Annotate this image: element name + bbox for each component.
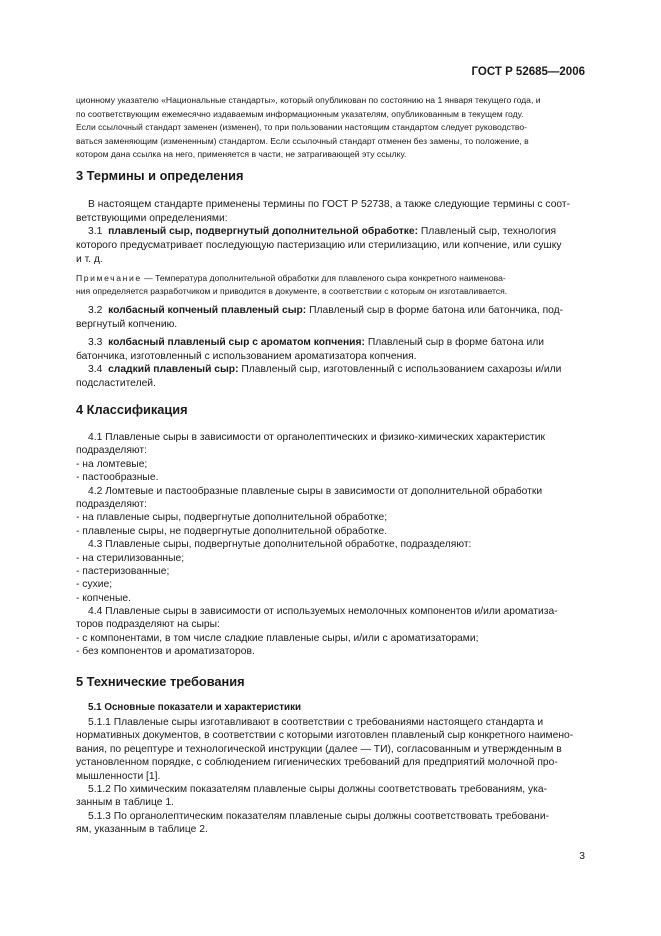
subsection-5-1-title: 5.1 Основные показатели и характеристики	[88, 702, 301, 713]
list-item: - плавленые сыры, не подвергнутые дополнительной обработке.	[76, 525, 388, 537]
paragraph-line: 4.2 Ломтевые и пастообразные плавленые сыры в зависимости от дополнительной обработки	[88, 485, 543, 497]
list-item: - пастеризованные;	[76, 565, 170, 577]
term-name: колбасный копченый плавленый сыр:	[108, 305, 307, 317]
term-3-2	[76, 304, 584, 318]
term-number: 3.1	[88, 226, 103, 238]
text: В настоящем стандарте применены термины по ГОСТ Р 52738, а также следующие термины с соот-	[88, 199, 571, 210]
paragraph-line: торов подразделяют на сыры:	[76, 619, 220, 631]
paragraph-line: 5.1.1 Плавленые сыры изготавливают в соответствии с требованиями настоящего стандарта и	[88, 717, 544, 728]
paragraph-line: 5.1.3 По органолептическим показателям плавленые сыры должны соответствовать требовани-	[88, 810, 549, 822]
note-label: Примечание	[76, 273, 142, 284]
paragraph-line: подразделяют:	[76, 498, 147, 510]
intro-line: по соответствующим ежемесячно издаваемым информационным указателям, опубликованным в текущем году.	[76, 108, 524, 119]
section-3-body	[76, 198, 584, 391]
paragraph-line: 4.4 Плавленые сыры в зависимости от используемых немолочных компонентов и/или ароматиза-	[88, 606, 558, 618]
list-item: - без компонентов и ароматизаторов.	[76, 646, 255, 658]
term-definition: Плавленый сыр в форме батона или батончика, под-	[306, 305, 564, 317]
list-item: - пастообразные.	[76, 472, 159, 484]
paragraph-line: подразделяют:	[76, 445, 147, 457]
paragraph-line: нормативных документов, в соответствии с которыми изготовлен плавленый сыр конкретного наимено-	[76, 730, 574, 742]
paragraph-line: которого предусматривает последующую пастеризацию или стерилизацию, или копчение, или сушку	[76, 240, 562, 252]
term-3-4	[76, 363, 584, 377]
term-definition: Плавленый сыр, изготовленный с использованием сахарозы и/или	[238, 364, 562, 376]
note-line: ния определяется разработчиком и приводится в документе, в соответствии с которым он изготавливается.	[76, 286, 508, 297]
paragraph-line: вания, по рецептуре и технологической инструкции (далее — ТИ), согласованным и утвержденным в	[76, 743, 562, 755]
list-item: - на стерилизованные;	[76, 552, 185, 564]
intro-line: ваться заменяющим (измененным) стандартом. Если ссылочный стандарт отменен без замены, то положение, в	[76, 135, 529, 146]
term-3-1	[76, 225, 584, 239]
paragraph-line: занным в таблице 1.	[76, 797, 174, 809]
intro-line: ционному указателю «Национальные стандарты», который опубликован по состоянию на 1 января текущего года, и	[76, 95, 541, 105]
section-5-title: 5 Технические требования	[76, 674, 245, 689]
paragraph-line	[76, 198, 584, 212]
term-name: сладкий плавленый сыр:	[108, 364, 239, 376]
paragraph-line: ям, указанным в таблице 2.	[76, 824, 208, 836]
section-5-body	[76, 716, 584, 837]
term-number: 3.2	[88, 305, 103, 317]
list-item: - сухие;	[76, 579, 113, 591]
list-item: - копченые.	[76, 592, 131, 604]
term-definition: Плавленый сыр, технология	[418, 226, 557, 238]
paragraph-line: установленном порядке, с соблюдением гигиенических требований для предприятий молочной про-	[76, 757, 558, 769]
list-item: - на ломтевые;	[76, 458, 148, 470]
intro-paragraph	[76, 94, 584, 162]
paragraph-line: 4.3 Плавленые сыры, подвергнутые дополнительной обработке, подразделяют:	[88, 539, 472, 551]
paragraph-line: вергнутый копчению.	[76, 319, 178, 331]
list-item: - на плавленые сыры, подвергнутые дополнительной обработке;	[76, 512, 388, 524]
intro-line: котором дана ссылка на него, применяется в части, не затрагивающей эту ссылку.	[76, 149, 407, 160]
paragraph-line: подсластителей.	[76, 377, 156, 389]
term-3-3	[76, 336, 584, 350]
paragraph-line: 4.1 Плавленые сыры в зависимости от органолептических и физико-химических характеристик	[88, 432, 546, 443]
list-item: - с компонентами, в том числе сладкие плавленые сыры, и/или с ароматизаторами;	[76, 632, 479, 644]
intro-line: Если ссылочный стандарт заменен (изменен), то при пользовании настоящим стандартом следует руководство-	[76, 122, 527, 133]
section-4-title: 4 Классификация	[76, 402, 188, 417]
document-header: ГОСТ Р 52685—2006	[471, 66, 585, 78]
note-text: — Температура дополнительной обработки для плавленого сыра конкретного наименова-	[141, 273, 506, 284]
paragraph-line: и т. д.	[76, 253, 103, 265]
section-4-body	[76, 431, 584, 659]
term-number: 3.3	[88, 336, 103, 348]
paragraph-line: ветствующими определениями:	[76, 212, 228, 224]
note	[76, 272, 584, 285]
paragraph-line: 5.1.2 По химическим показателям плавленые сыры должны соответствовать требованиям, ука-	[88, 783, 548, 795]
section-3-title: 3 Термины и определения	[76, 168, 244, 183]
paragraph-line: мышленности [1].	[76, 770, 161, 782]
page-number: 3	[579, 851, 585, 862]
term-name: колбасный плавленый сыр с ароматом копчения:	[108, 336, 365, 348]
term-definition: Плавленый сыр в форме батона или	[364, 336, 544, 348]
term-number: 3.4	[88, 364, 103, 376]
paragraph-line: батончика, изготовленный с использованием ароматизатора копчения.	[76, 350, 417, 362]
term-name: плавленый сыр, подвергнутый дополнительной обработке:	[108, 226, 419, 238]
